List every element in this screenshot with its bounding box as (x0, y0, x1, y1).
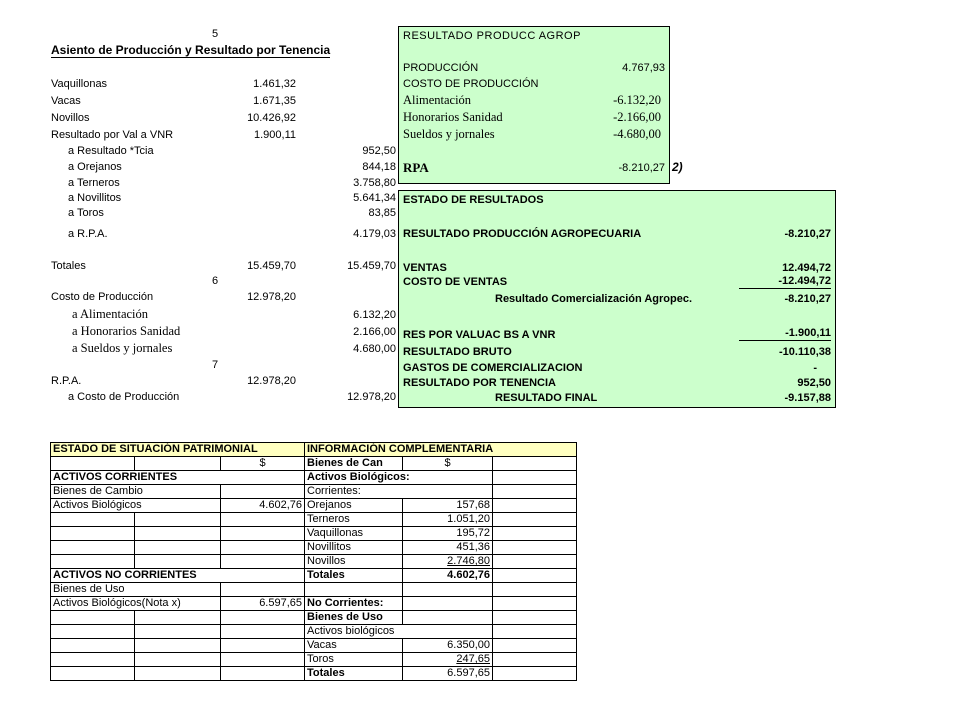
produccion-label: PRODUCCIÓN (403, 62, 479, 74)
journal-row-label: a Novillitos (68, 192, 122, 204)
corriente-item-label: Novillos (305, 555, 403, 569)
journal-row-credit: 844,18 (362, 161, 396, 173)
er-row-value: - (813, 362, 817, 374)
journal-title: Asiento de Producción y Resultado por Tenencia (51, 43, 331, 57)
rpa-item-label: Alimentación (403, 93, 472, 107)
totales-no-corrientes-value: 6.597,65 (403, 667, 493, 681)
journal-row-label: Resultado por Val a VNR (51, 129, 174, 141)
costo-label: Costo de Producción (51, 291, 154, 303)
corriente-item-label: Terneros (305, 513, 403, 527)
er-row-label: GASTOS DE COMERCIALIZACION (403, 362, 583, 374)
step-number-5: 5 (212, 28, 219, 40)
er-row-value: 12.494,72 (782, 262, 831, 274)
journal-row-label: a Orejanos (68, 161, 122, 173)
journal-row-credit: 3.758,80 (353, 177, 396, 189)
activos-biologicos-nota-value: 6.597,65 (221, 597, 305, 611)
costo-produccion-label: COSTO DE PRODUCCIÓN (403, 78, 539, 90)
balance-header: ESTADO DE SITUACIÓN PATRIMONIAL (51, 443, 305, 457)
rpa-debit: 12.978,20 (247, 375, 296, 387)
currency-label: $ (403, 457, 493, 471)
costo-debit: 12.978,20 (247, 291, 296, 303)
costo-row-label: a Sueldos y jornales (72, 341, 173, 355)
rpa-item-value: -4.680,00 (613, 127, 661, 141)
journal-row-credit: 83,85 (368, 207, 396, 219)
journal-row-label: a R.P.A. (68, 228, 108, 240)
corriente-item-value: 195,72 (403, 527, 493, 541)
journal-row-debit: 1.900,11 (253, 129, 296, 141)
rpa-label: R.P.A. (51, 375, 82, 387)
journal-row-credit: 4.179,03 (353, 228, 396, 240)
er-row-value: -10.110,38 (779, 346, 831, 358)
rpa-costo-label: a Costo de Producción (68, 391, 180, 403)
rpa-value: -8.210,27 (618, 162, 665, 174)
journal-row-label: Vaquillonas (51, 78, 108, 90)
rpa-item-label: Sueldos y jornales (403, 127, 495, 141)
rpa-item-label: Honorarios Sanidad (403, 110, 503, 124)
footnote-marker: 2) (672, 160, 683, 174)
activos-biologicos-value: 4.602,76 (221, 499, 305, 513)
corriente-item-value: 157,68 (403, 499, 493, 513)
er-title: ESTADO DE RESULTADOS (403, 194, 544, 206)
er-row-label: RESULTADO POR TENENCIA (403, 377, 556, 389)
costo-row-credit: 2.166,00 (353, 326, 396, 338)
activos-biologicos-header: Activos Biológicos: (305, 471, 493, 485)
rpa-item-value: -6.132,20 (613, 93, 661, 107)
totales-no-corrientes-label: Totales (305, 667, 403, 681)
produccion-value: 4.767,93 (622, 62, 665, 74)
rpa-label: RPA (403, 160, 429, 175)
costo-row-credit: 6.132,20 (353, 309, 396, 321)
er-row-value: -9.157,88 (784, 392, 831, 404)
step-number-6: 6 (212, 275, 219, 287)
activos-biologicos-nc: Activos biológicos (305, 625, 493, 639)
bienes-de-cambio-header: Bienes de Can (305, 457, 403, 471)
no-corriente-item-label: Vacas (305, 639, 403, 653)
er-row-value: 952,50 (797, 377, 831, 389)
step-number-7: 7 (212, 359, 219, 371)
totales-corrientes-value: 4.602,76 (403, 569, 493, 583)
rpa-box-title: RESULTADO PRODUCC AGROP (403, 30, 581, 42)
er-row-value: -8.210,27 (784, 228, 831, 240)
er-row-value: -12.494,72 (739, 275, 831, 289)
complementaria-header: INFORMACIÓN COMPLEMENTARIA (305, 443, 577, 457)
corriente-item-label: Novillitos (305, 541, 403, 555)
currency-label: $ (221, 457, 305, 471)
costo-row-credit: 4.680,00 (353, 343, 396, 355)
journal-row-label: Novillos (51, 112, 90, 124)
activos-biologicos: Activos Biológicos (51, 499, 221, 513)
costo-row-label: a Honorarios Sanidad (72, 324, 181, 338)
corriente-item-label: Vaquillonas (305, 527, 403, 541)
er-row-label: RESULTADO FINAL (495, 392, 598, 404)
rpa-costo-credit: 12.978,20 (347, 391, 396, 403)
no-corriente-item-label: Toros (305, 653, 403, 667)
journal-row-credit: 5.641,34 (353, 192, 396, 204)
informacion-complementaria-table (304, 442, 577, 681)
journal-row-debit: 1.671,35 (253, 95, 296, 107)
activos-corrientes: ACTIVOS CORRIENTES (51, 471, 305, 485)
corriente-item-label: Orejanos (305, 499, 403, 513)
er-row-label: VENTAS (403, 262, 447, 274)
bienes-de-uso-header: Bienes de Uso (305, 611, 403, 625)
corriente-item-value: 2.746,80 (403, 555, 493, 569)
estado-situacion-table (50, 442, 305, 681)
corrientes-label: Corrientes: (305, 485, 493, 499)
journal-row-label: a Resultado *Tcia (68, 145, 154, 157)
er-row-label: RES POR VALUAC BS A VNR (403, 329, 556, 341)
no-corriente-item-value: 6.350,00 (403, 639, 493, 653)
totales-debit: 15.459,70 (247, 260, 296, 272)
estado-resultados-box (398, 190, 836, 408)
er-row-label: COSTO DE VENTAS (403, 276, 508, 288)
journal-row-label: Vacas (51, 95, 81, 107)
rpa-item-value: -2.166,00 (613, 110, 661, 124)
costo-row-label: a Alimentación (72, 307, 149, 321)
corriente-item-value: 451,36 (403, 541, 493, 555)
totales-label: Totales (51, 260, 86, 272)
bienes-de-uso: Bienes de Uso (51, 583, 221, 597)
er-row-value: -8.210,27 (784, 293, 831, 305)
corriente-item-value: 1.051,20 (403, 513, 493, 527)
journal-row-label: a Toros (68, 207, 104, 219)
er-row-label: RESULTADO PRODUCCIÓN AGROPECUARIA (403, 228, 642, 240)
no-corriente-item-value: 247,65 (403, 653, 493, 667)
journal-row-label: a Terneros (68, 177, 120, 189)
resultado-produccion-box (398, 26, 670, 184)
journal-row-credit: 952,50 (362, 145, 396, 157)
activos-biologicos-nota: Activos Biológicos(Nota x) (51, 597, 221, 611)
no-corrientes-label: No Corrientes: (305, 597, 403, 611)
er-row-value: -1.900,11 (739, 327, 831, 341)
er-row-label: RESULTADO BRUTO (403, 346, 512, 358)
totales-corrientes-label: Totales (305, 569, 403, 583)
journal-row-debit: 10.426,92 (247, 112, 296, 124)
totales-credit: 15.459,70 (347, 260, 396, 272)
er-row-label: Resultado Comercialización Agropec. (495, 293, 693, 305)
bienes-de-cambio: Bienes de Cambio (51, 485, 221, 499)
journal-row-debit: 1.461,32 (253, 78, 296, 90)
activos-no-corrientes: ACTIVOS NO CORRIENTES (51, 569, 305, 583)
